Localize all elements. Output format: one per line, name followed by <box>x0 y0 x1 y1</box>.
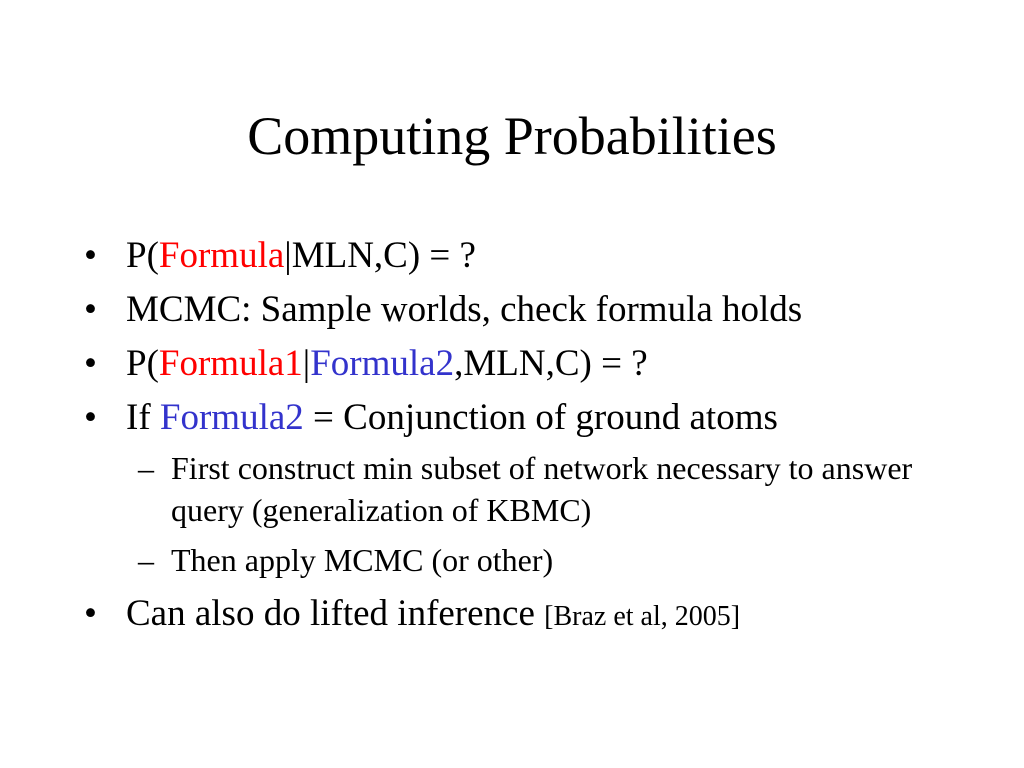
bullet-item-conditional-probability <box>84 339 964 389</box>
bullet-marker: • <box>84 235 97 276</box>
bullet-item-p-formula <box>84 231 964 281</box>
sub-bullet-text: Then apply MCMC (or other) <box>171 542 554 578</box>
bullet-marker: • <box>84 343 97 384</box>
sub-bullet-apply-mcmc <box>138 539 964 581</box>
sub-bullet-marker: – <box>138 450 154 486</box>
bullet-marker: • <box>84 593 97 634</box>
bullet-text: P( <box>126 343 159 384</box>
bullet-text: ,MLN,C) = ? <box>454 343 648 384</box>
formula2-highlight: Formula2 <box>159 397 304 438</box>
bullet-text: If <box>126 397 160 438</box>
bullet-list <box>84 231 964 646</box>
formula-highlight: Formula <box>158 235 285 276</box>
citation: [Braz et al, 2005] <box>544 601 741 632</box>
bullet-item-mcmc <box>84 285 964 335</box>
bullet-text: Can also do lifted inference <box>126 593 545 634</box>
bullet-text: = Conjunction of ground atoms <box>303 397 778 438</box>
sub-bullet-construct-subset <box>138 447 964 531</box>
bullet-marker: • <box>84 289 97 330</box>
formula1-highlight: Formula1 <box>158 343 303 384</box>
bullet-text: |MLN,C) = ? <box>284 235 476 276</box>
bullet-text: P( <box>126 235 159 276</box>
bullet-text: | <box>302 343 311 384</box>
sub-bullet-marker: – <box>138 542 154 578</box>
sub-bullet-text: First construct min subset of network necessary to answer query (generalization of KBMC) <box>171 450 913 528</box>
formula2-highlight: Formula2 <box>310 343 455 384</box>
bullet-text: MCMC: Sample worlds, check formula holds <box>126 289 803 330</box>
bullet-item-conjunction <box>84 393 964 443</box>
bullet-marker: • <box>84 397 97 438</box>
bullet-item-lifted-inference <box>84 589 964 642</box>
slide-title: Computing Probabilities <box>247 106 777 166</box>
